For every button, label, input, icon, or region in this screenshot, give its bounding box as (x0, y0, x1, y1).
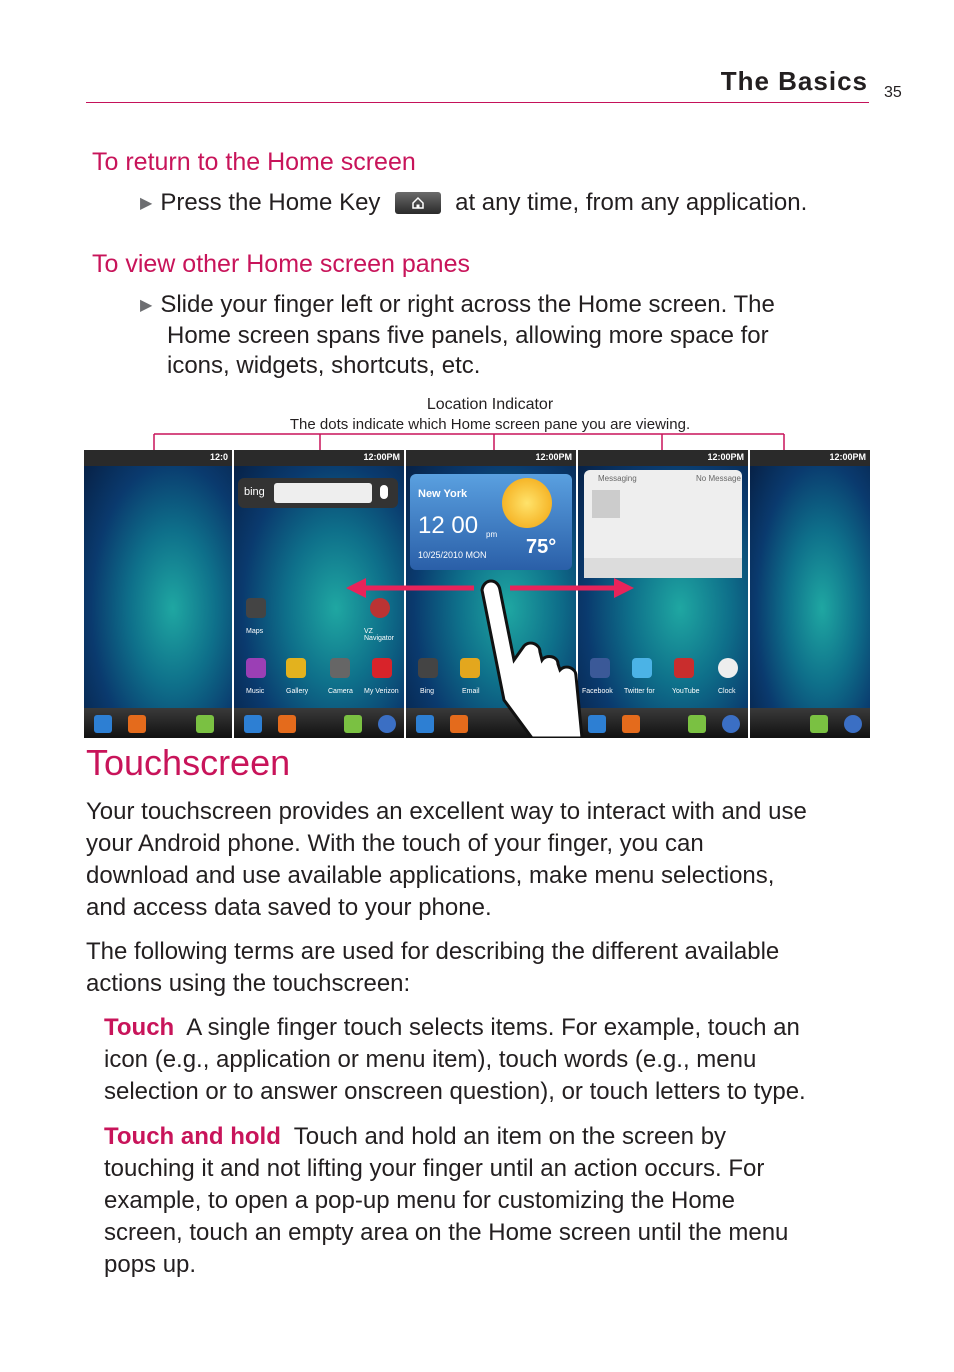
messaging-label: Messaging (598, 474, 637, 483)
home-key-icon (395, 192, 441, 214)
paragraph-line: download and use available applications, make menu selections, (86, 862, 775, 889)
other-panes-heading: To view other Home screen panes (92, 250, 470, 278)
terms-intro-paragraph (86, 936, 876, 1000)
app-label: Bing (420, 688, 435, 695)
paragraph-line: pops up. (104, 1251, 197, 1278)
status-time: 12:00PM (707, 452, 744, 462)
app-label: Twitter for (624, 688, 655, 695)
return-home-bullet (140, 188, 870, 219)
bing-logo: bing (244, 486, 265, 498)
no-message-label: No Message (696, 474, 741, 483)
app-label: Gallery (286, 688, 309, 695)
return-home-heading: To return to the Home screen (92, 148, 416, 176)
paragraph-line: touching it and not lifting your finger until an action occurs. For (104, 1155, 765, 1182)
return-home-text-after: at any time, from any application. (455, 189, 808, 216)
paragraph-line: and access data saved to your phone. (86, 894, 492, 921)
touchscreen-heading: Touchscreen (86, 742, 291, 783)
app-label: Camera (328, 688, 353, 695)
paragraph-line: Touch and hold an item on the screen by (293, 1123, 727, 1150)
term-touch-and-hold (104, 1121, 870, 1281)
other-panes-bullet (140, 290, 870, 381)
location-indicator-description: The dots indicate which Home screen pane you are viewing. (289, 416, 691, 433)
paragraph-line: The following terms are used for describing the different available (86, 938, 780, 965)
app-label: Music (246, 688, 265, 695)
term-touch-and-hold-title: Touch and hold (104, 1123, 281, 1150)
paragraph-line: example, to open a pop-up menu for customizing the Home (104, 1187, 736, 1214)
page-number: 35 (884, 84, 902, 101)
home-screen-panels-figure (84, 450, 870, 738)
status-time: 12:00PM (363, 452, 400, 462)
weather-ampm: pm (486, 530, 498, 539)
weather-clock: 12 00 (418, 512, 479, 539)
bullet-triangle-icon: ▶ (140, 195, 153, 212)
app-label: VZ Navigator (364, 628, 394, 642)
weather-date: 10/25/2010 MON (418, 550, 487, 560)
location-indicator-label: Location Indicator (426, 396, 554, 413)
swipe-overlay (84, 450, 870, 738)
other-panes-line3: icons, widgets, shortcuts, etc. (167, 352, 481, 379)
app-label: Maps (246, 628, 264, 635)
home-key-name: Home Key (268, 189, 381, 216)
app-label: My Verizon (364, 688, 399, 695)
term-touch-title: Touch (104, 1014, 175, 1041)
bullet-triangle-icon: ▶ (140, 297, 153, 314)
paragraph-line: your Android phone. With the touch of your finger, you can (86, 830, 704, 857)
app-label: Clock (718, 688, 736, 695)
touchscreen-intro-paragraph (86, 796, 876, 924)
status-time: 12:00PM (829, 452, 866, 462)
app-label: YouTube (672, 688, 700, 695)
app-label: Email (462, 688, 480, 695)
paragraph-line: screen, touch an empty area on the Home screen until the menu (104, 1219, 789, 1246)
section-title: The Basics (720, 66, 868, 96)
term-touch (104, 1012, 870, 1108)
status-time: 12:0 (209, 452, 228, 462)
other-panes-line1: Slide your finger left or right across the Home screen. The (160, 291, 775, 318)
paragraph-line: Your touchscreen provides an excellent way to interact with and use (86, 798, 807, 825)
weather-temperature: 75° (526, 536, 557, 558)
paragraph-line: actions using the touchscreen: (86, 970, 411, 997)
header-rule (86, 102, 869, 103)
paragraph-line: icon (e.g., application or menu item), touch words (e.g., menu (104, 1046, 757, 1073)
paragraph-line: selection or to answer onscreen question), or touch letters to type. (104, 1078, 806, 1105)
return-home-text-before: Press the (160, 189, 262, 216)
weather-city: New York (418, 488, 468, 500)
app-label: Facebook (582, 688, 613, 695)
paragraph-line: A single finger touch selects items. For example, touch an (186, 1014, 800, 1041)
finger-icon (482, 581, 582, 738)
status-time: 12:00PM (535, 452, 572, 462)
other-panes-line2: Home screen spans five panels, allowing more space for (167, 322, 769, 349)
